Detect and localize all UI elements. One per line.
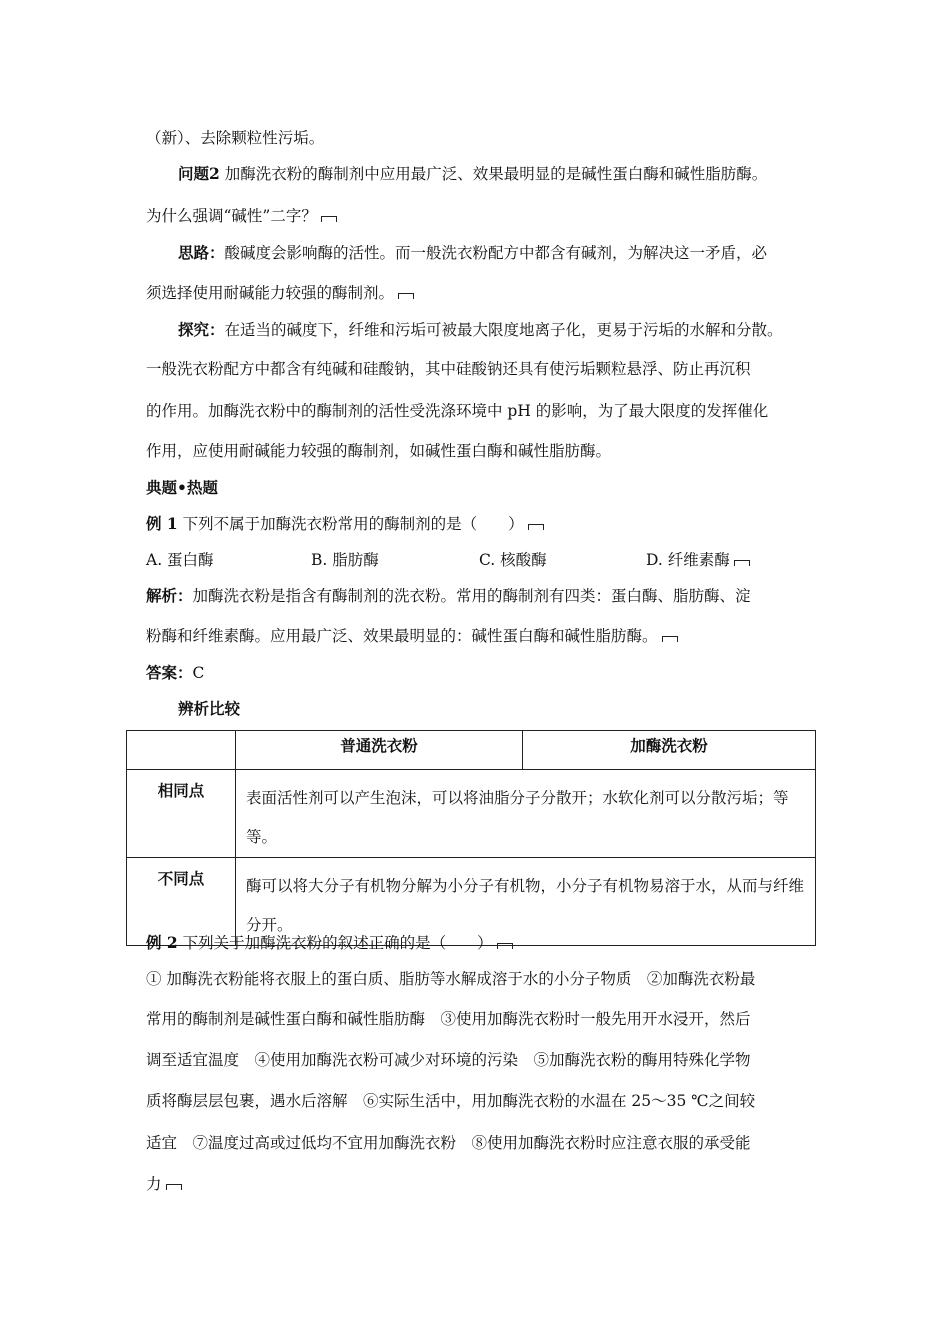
table-header-cell: 加酶洗衣粉 — [523, 731, 816, 770]
think-text: 酸碱度会影响酶的活性。而一般洗衣粉配方中都含有碱剂，为解决这一矛盾，必 — [224, 244, 768, 262]
text-line: 调至适宜温度 ④使用加酶洗衣粉可减少对环境的污染 ⑤加酶洗衣粉的酶用特殊化学物 — [146, 1051, 751, 1069]
answer-text: C — [192, 664, 205, 682]
example-1 — [146, 514, 826, 534]
example-label: 例 1 — [146, 514, 178, 533]
option-d-text: D. 纤维素酶 — [646, 551, 730, 569]
paragraph-mark-icon — [734, 560, 750, 566]
paragraph-mark-icon — [321, 216, 337, 222]
example-label: 例 2 — [146, 933, 178, 952]
example-2 — [146, 933, 826, 953]
text-line: ① 加酶洗衣粉能将衣服上的蛋白质、脂肪等水解成溶于水的小分子物质 ②加酶洗衣粉最 — [146, 970, 756, 988]
option-b: B. 脂肪酶 — [311, 551, 379, 569]
comparison-table — [126, 730, 816, 946]
text-line: 常用的酶制剂是碱性蛋白酶和碱性脂肪酶 ③使用加酶洗衣粉时一般先用开水浸开，然后 — [146, 1010, 751, 1028]
analysis-paragraph — [146, 586, 826, 606]
text-line — [146, 1174, 826, 1194]
text-line: 适宜 ⑦温度过高或过低均不宜用加酶洗衣粉 ⑧使用加酶洗衣粉时应注意衣服的承受能 — [146, 1134, 751, 1152]
text-line — [146, 283, 826, 303]
answer-label: 答案： — [146, 663, 193, 682]
table-header-empty — [127, 731, 236, 770]
table-row — [127, 770, 816, 858]
explore-text: 在适当的碱度下，纤维和污垢可被最大限度地离子化，更易于污垢的水解和分散。 — [224, 321, 783, 339]
question-text-cont: 为什么强调“碱性”二字？ — [146, 207, 317, 225]
option-d — [646, 550, 750, 570]
explore-paragraph — [178, 320, 858, 340]
think-text-cont: 须选择使用耐碱能力较强的酶制剂。 — [146, 284, 395, 302]
option-c: C. 核酸酶 — [479, 551, 547, 569]
think-label: 思路： — [178, 243, 225, 262]
analysis-text-cont: 粉酶和纤维素酶。应用最广泛、效果最明显的：碱性蛋白酶和碱性脂肪酶。 — [146, 627, 658, 645]
text-line: （新）、去除颗粒性污垢。 — [146, 129, 325, 147]
option-a: A. 蛋白酶 — [146, 551, 214, 569]
text-line: 作用，应使用耐碱能力较强的酶制剂，如碱性蛋白酶和碱性脂肪酶。 — [146, 442, 612, 460]
row-label: 相同点 — [127, 770, 236, 858]
text-line — [146, 206, 826, 226]
analysis-label: 解析： — [146, 586, 193, 605]
paragraph-mark-icon — [398, 293, 414, 299]
example-text: 下列关于加酶洗衣粉的叙述正确的是（ ） — [182, 934, 493, 952]
compare-heading: 辨析比较 — [178, 699, 241, 718]
text-line: 质将酶层层包裹，遇水后溶解 ⑥实际生活中，用加酶洗衣粉的水温在 25～35 ℃之间较 — [146, 1092, 756, 1110]
row-content: 酶可以将大分子有机物分解为小分子有机物，小分子有机物易溶于水，从而与纤维分开。 — [236, 858, 816, 946]
think-paragraph — [178, 243, 858, 263]
text-line — [146, 626, 826, 646]
question-2 — [178, 164, 858, 184]
paragraph-mark-icon — [528, 524, 544, 530]
example-text: 下列不属于加酶洗衣粉常用的酶制剂的是（ ） — [182, 515, 524, 533]
paragraph-mark-icon — [166, 1184, 182, 1190]
table-header-row — [127, 731, 816, 770]
text-line: 一般洗衣粉配方中都含有纯碱和硅酸钠，其中硅酸钠还具有使污垢颗粒悬浮、防止再沉积 — [146, 360, 751, 378]
text-line-end: 力 — [146, 1175, 162, 1193]
question-label: 问题2 — [178, 164, 220, 183]
text-line: 的作用。加酶洗衣粉中的酶制剂的活性受洗涤环境中 pH 的影响，为了最大限度的发挥催化 — [146, 402, 769, 420]
row-label: 不同点 — [127, 858, 236, 946]
question-text: 加酶洗衣粉的酶制剂中应用最广泛、效果最明显的是碱性蛋白酶和碱性脂肪酶。 — [224, 165, 768, 183]
explore-label: 探究： — [178, 320, 225, 339]
paragraph-mark-icon — [497, 943, 513, 949]
row-content: 表面活性剂可以产生泡沫，可以将油脂分子分散开；水软化剂可以分散污垢；等等。 — [236, 770, 816, 858]
analysis-text: 加酶洗衣粉是指含有酶制剂的洗衣粉。常用的酶制剂有四类：蛋白酶、脂肪酶、淀 — [192, 587, 751, 605]
answer-line — [146, 663, 826, 683]
table-header-cell: 普通洗衣粉 — [236, 731, 523, 770]
section-heading: 典题•热题 — [146, 478, 218, 497]
paragraph-mark-icon — [662, 636, 678, 642]
